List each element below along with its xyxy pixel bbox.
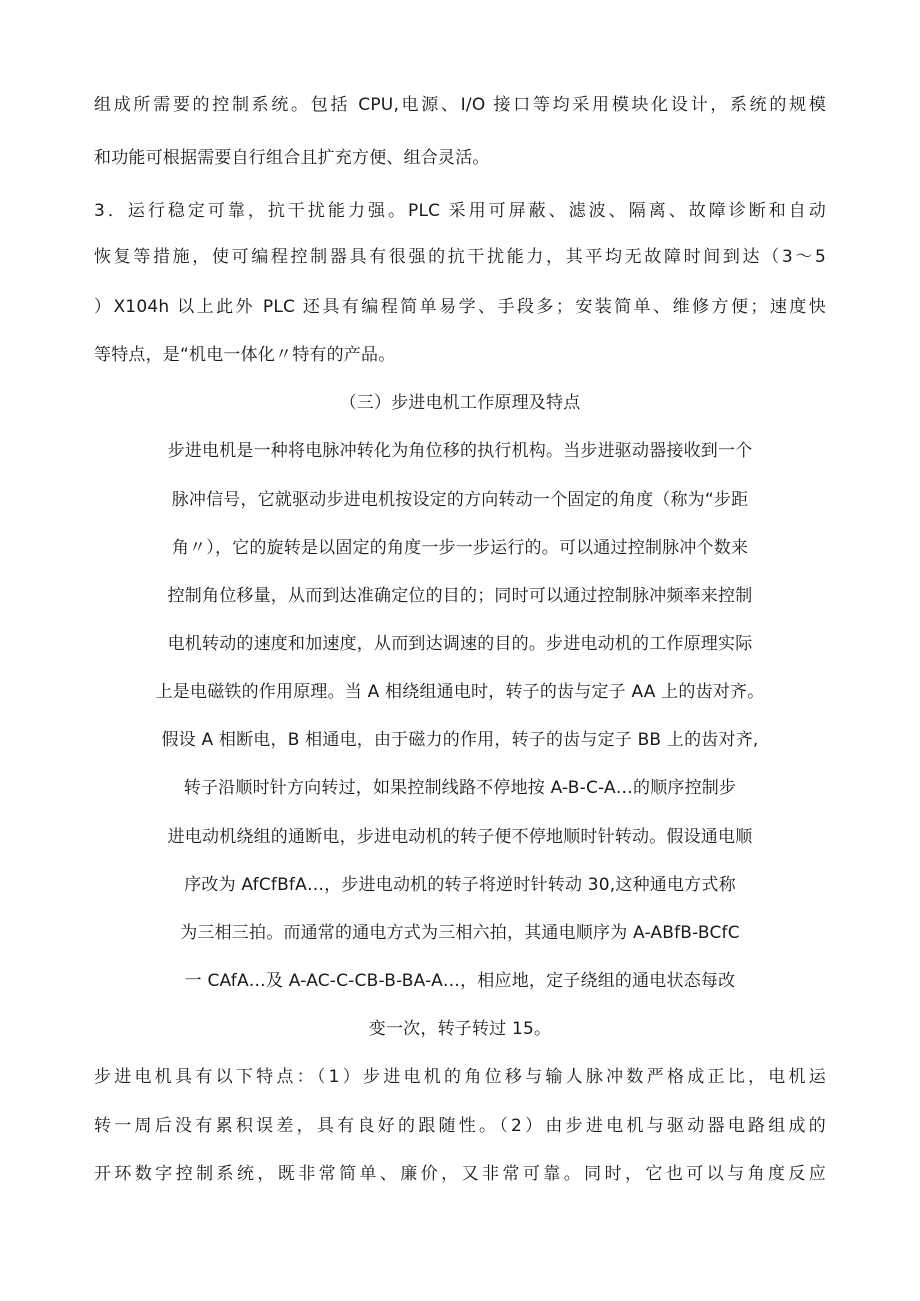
paragraph-3-line-3: 角〃），它的旋转是以固定的角度一步一步运行的。可以通过控制脉冲个数来 [171,538,749,558]
paragraph-3-line-1: 步进电机是一种将电脉冲转化为角位移的执行机构。当步进驱动器接收到一个 [167,441,753,461]
paragraph-4-line-1: 步进电机具有以下特点：（1）步进电机的角位移与输人脉冲数严格成正比，电机运 [94,1067,826,1087]
paragraph-3-line-5: 电机转动的速度和加速度，从而到达调速的目的。步进电动机的工作原理实际 [167,634,753,654]
paragraph-2-line-4: 等特点，是“机电一体化〃特有的产品。 [94,345,396,365]
paragraph-2-line-1: 3．运行稳定可靠，抗干扰能力强。PLC 采用可屏蔽、滤波、隔离、故障诊断和自动 [94,201,826,221]
section-heading: （三）步进电机工作原理及特点 [339,393,581,413]
paragraph-1-line-2: 和功能可根据需要自行组合且扩充方便、组合灵活。 [94,148,490,168]
paragraph-1-line-1: 组成所需要的控制系统。包括 CPU,电源、I/O 接口等均采用模块化设计，系统的规模 [94,95,826,115]
paragraph-3-line-13: 变一次，转子转过 15。 [368,1019,552,1039]
paragraph-3-line-10: 序改为 AfCfBfA…，步进电动机的转子将逆时针转动 30,这种通电方式称 [184,875,736,895]
paragraph-3-line-11: 为三相三拍。而通常的通电方式为三相六拍，其通电顺序为 A-ABfB-BCfC [180,923,740,943]
paragraph-3-line-4: 控制角位移量，从而到达准确定位的目的；同时可以通过控制脉冲频率来控制 [167,586,753,606]
paragraph-3-line-7: 假设 A 相断电，B 相通电，由于磁力的作用，转子的齿与定子 BB 上的齿对齐, [161,730,759,750]
paragraph-3-line-9: 进电动机绕组的通断电，步进电动机的转子便不停地顺时针转动。假设通电顺 [167,827,753,847]
paragraph-3-line-12: 一 CAfA…及 A-AC-C-CB-B-BA-A…，相应地，定子绕组的通电状态每改 [184,971,736,991]
paragraph-2-line-3: ）X104h 以上此外 PLC 还具有编程简单易学、手段多；安装简单、维修方便；速度快 [94,297,826,317]
paragraph-4-line-3: 开环数字控制系统，既非常简单、廉价，又非常可靠。同时，它也可以与角度反应 [94,1164,826,1184]
paragraph-2-line-2: 恢复等措施，使可编程控制器具有很强的抗干扰能力，其平均无故障时间到达（3〜5 [94,247,826,267]
paragraph-3-line-2: 脉冲信号，它就驱动步进电机按设定的方向转动一个固定的角度（称为“步距 [171,490,749,510]
paragraph-3-line-6: 上是电磁铁的作用原理。当 A 相绕组通电时，转子的齿与定子 AA 上的齿对齐。 [155,682,765,702]
paragraph-3-line-8: 转子沿顺时针方向转过，如果控制线路不停地按 A-B-C-A…的顺序控制步 [183,778,737,798]
paragraph-4-line-2: 转一周后没有累积误差，具有良好的跟随性。（2）由步进电机与驱动器电路组成的 [94,1116,826,1136]
